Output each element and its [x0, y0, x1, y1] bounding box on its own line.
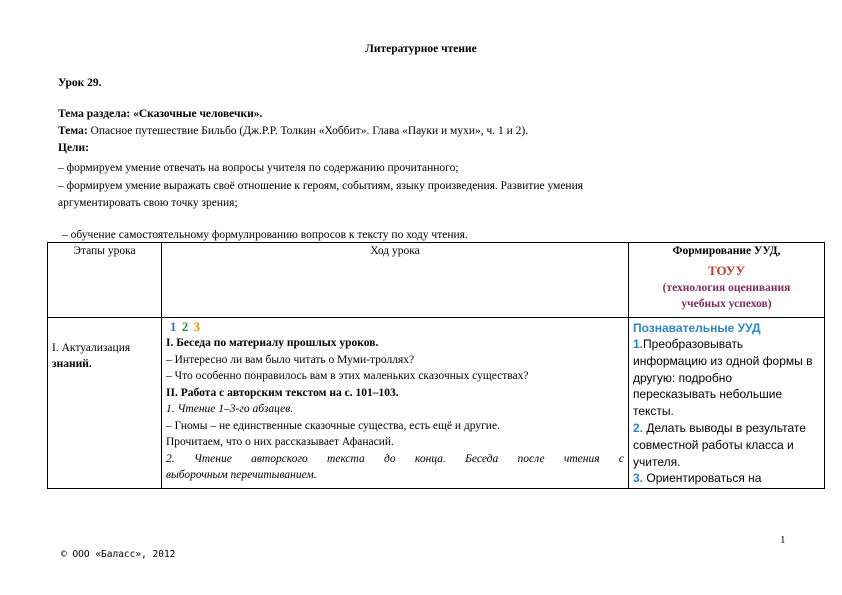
header-uud [629, 243, 825, 318]
header-touu: ТОУУ [708, 263, 745, 278]
uud-category: Познавательные УУД [633, 321, 761, 335]
goal-item: – формируем умение выражать своё отношение к героям, событиям, языку произведения. Развитие умения [58, 180, 584, 192]
uud-item-line: тексты. [633, 404, 674, 419]
table-row [48, 318, 825, 489]
uud-item: 2. Делать выводы в результате [633, 420, 806, 435]
goals-label: Цели: [58, 142, 89, 154]
course-line: выборочным перечитыванием. [166, 469, 317, 481]
stage-title: I. Актуализация [52, 342, 131, 354]
lesson-topic [58, 124, 528, 138]
course-line: 2. Чтение авторского текста до конца. Беседа после чтения с [166, 452, 624, 465]
course-heading: I. Беседа по материалу прошлых уроков. [166, 337, 379, 349]
uud-item-line: информацию из одной формы в [633, 353, 813, 368]
level-3-number: 3 [193, 319, 201, 334]
uud-item: 3. Ориентироваться на [633, 471, 762, 486]
table-header-row [48, 243, 825, 318]
uud-cell [629, 318, 825, 489]
document-title: Литературное чтение [365, 43, 477, 55]
uud-item-line: учителя. [633, 454, 681, 469]
course-line: – Что особенно понравилось вам в этих маленьких сказочных существах? [166, 370, 529, 382]
header-touu-sub: учебных успехов) [681, 298, 772, 310]
header-touu-sub: (технология оценивания [662, 282, 791, 294]
stage-title: знаний. [52, 358, 92, 370]
goal-item: – формируем умение отвечать на вопросы учителя по содержанию прочитанного; [58, 162, 459, 174]
header-stages: Этапы урока [48, 243, 162, 318]
topic-label: Тема: [58, 125, 88, 137]
goal-item: – обучение самостоятельному формулированию вопросов к тексту по ходу чтения. [62, 229, 468, 241]
section-value: «Сказочные человечки». [133, 108, 263, 120]
goal-item: аргументировать свою точку зрения; [58, 197, 238, 209]
header-course: Ход урока [162, 243, 629, 318]
course-line: – Гномы – не единственные сказочные существа, есть ещё и другие. [166, 419, 500, 432]
stage-cell [48, 318, 162, 489]
course-line: 1. Чтение 1–3-го абзацев. [166, 403, 294, 415]
course-heading: II. Работа с авторским текстом на с. 101–103. [166, 386, 399, 399]
section-label: Тема раздела: [58, 108, 131, 120]
difficulty-numbers [170, 319, 624, 335]
lesson-number: Урок 29. [58, 77, 102, 89]
level-1-number: 1 [170, 319, 178, 334]
level-2-number: 2 [181, 319, 190, 334]
topic-value: Опасное путешествие Бильбо (Дж.Р.Р. Толкин «Хоббит». Глава «Пауки и мухи», ч. 1 и 2). [90, 125, 529, 137]
course-line: Прочитаем, что о них рассказывает Афанасий. [166, 436, 394, 448]
lesson-table [47, 242, 825, 489]
uud-item-line: другую: подробно [633, 370, 733, 385]
course-line: – Интересно ли вам было читать о Муми-троллях? [166, 353, 415, 366]
uud-item-line: пересказывать небольшие [633, 387, 783, 402]
copyright: © ООО «Баласс», 2012 [61, 549, 176, 560]
section-topic [58, 107, 262, 121]
uud-item: 1.Преобразовывать [633, 337, 744, 351]
course-cell [162, 318, 629, 489]
page-number: 1 [780, 534, 786, 546]
header-uud-label: Формирование УУД, [672, 245, 781, 257]
uud-item-line: совместной работы класса и [633, 437, 794, 452]
